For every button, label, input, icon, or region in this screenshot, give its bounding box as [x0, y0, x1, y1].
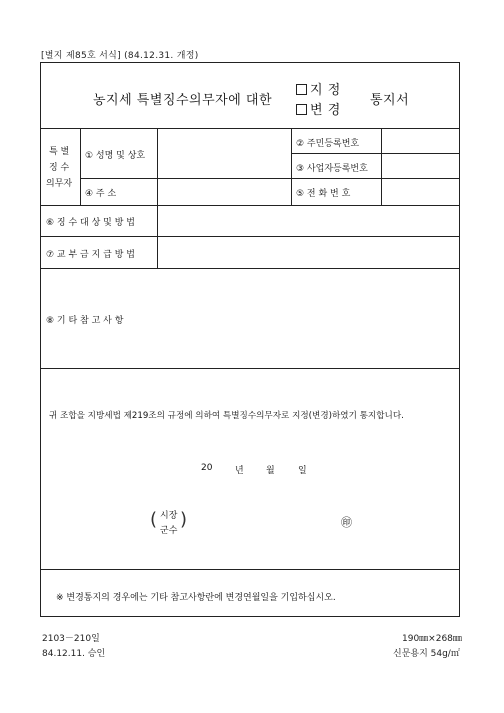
- date-day: 일: [298, 466, 307, 476]
- option-designate[interactable]: 지 정: [296, 79, 341, 98]
- divider: [157, 128, 158, 268]
- form-header: [별지 제85호 서식] (84.12.31. 개정): [41, 51, 199, 61]
- payment-method-label: ⑦ 교 부 금 지 급 방 법: [46, 250, 135, 260]
- footer-form-no: 2103－210일: [42, 634, 100, 644]
- other-label: ⑧ 기 타 참 고 사 항: [46, 316, 124, 326]
- withholder-label-1: 특 별: [49, 147, 70, 157]
- option-change[interactable]: 변 경: [296, 99, 341, 118]
- date-year: 년: [235, 466, 244, 476]
- date-year-prefix: 20: [201, 463, 213, 473]
- title-main: 농지세 특별징수의무자에 대한: [93, 93, 273, 108]
- divider: [40, 205, 460, 206]
- address-label: ④ 주 소: [85, 189, 117, 199]
- divider: [80, 178, 460, 179]
- title-suffix: 통지서: [370, 93, 410, 108]
- signer-bracket-left: (: [150, 509, 158, 530]
- divider: [381, 128, 382, 205]
- divider: [291, 128, 292, 205]
- resident-no-label: ② 주민등록번호: [296, 139, 360, 149]
- target-method-label: ⑥ 징 수 대 상 및 방 법: [46, 218, 135, 228]
- phone-label: ⑤ 전 화 번 호: [296, 189, 351, 199]
- business-no-label: ③ 사업자등록번호: [296, 164, 368, 174]
- seal-mark: ㊞: [341, 516, 352, 529]
- note-text: ※ 변경통지의 경우에는 기타 참고사항란에 변경연월일을 기입하십시오.: [56, 593, 336, 603]
- checkbox-designate[interactable]: [296, 84, 307, 95]
- signer-bracket-right: ): [180, 509, 188, 530]
- notice-text: 귀 조합을 지방세법 제219조의 규정에 의하여 특별징수의무자로 지정(변경)하였기 통지합니다.: [49, 411, 404, 421]
- divider: [40, 368, 460, 369]
- divider: [80, 128, 81, 205]
- signer-line2: 군수: [160, 526, 178, 536]
- withholder-label-3: 의무자: [46, 179, 73, 189]
- name-label: ① 성명 및 상호: [85, 151, 146, 161]
- withholder-label-2: 징 수: [49, 163, 70, 173]
- footer-approval: 84.12.11. 승인: [42, 649, 106, 659]
- divider: [40, 128, 460, 129]
- footer-size: 190㎜×268㎜: [402, 634, 462, 644]
- divider: [40, 569, 460, 570]
- divider: [291, 153, 460, 154]
- date-month: 월: [266, 466, 275, 476]
- signer-line1: 시장: [160, 511, 178, 521]
- footer-paper: 신문용지 54g/㎡: [393, 649, 460, 659]
- form-frame: [40, 62, 460, 617]
- divider: [40, 236, 460, 237]
- divider: [40, 268, 460, 269]
- checkbox-change[interactable]: [296, 104, 307, 115]
